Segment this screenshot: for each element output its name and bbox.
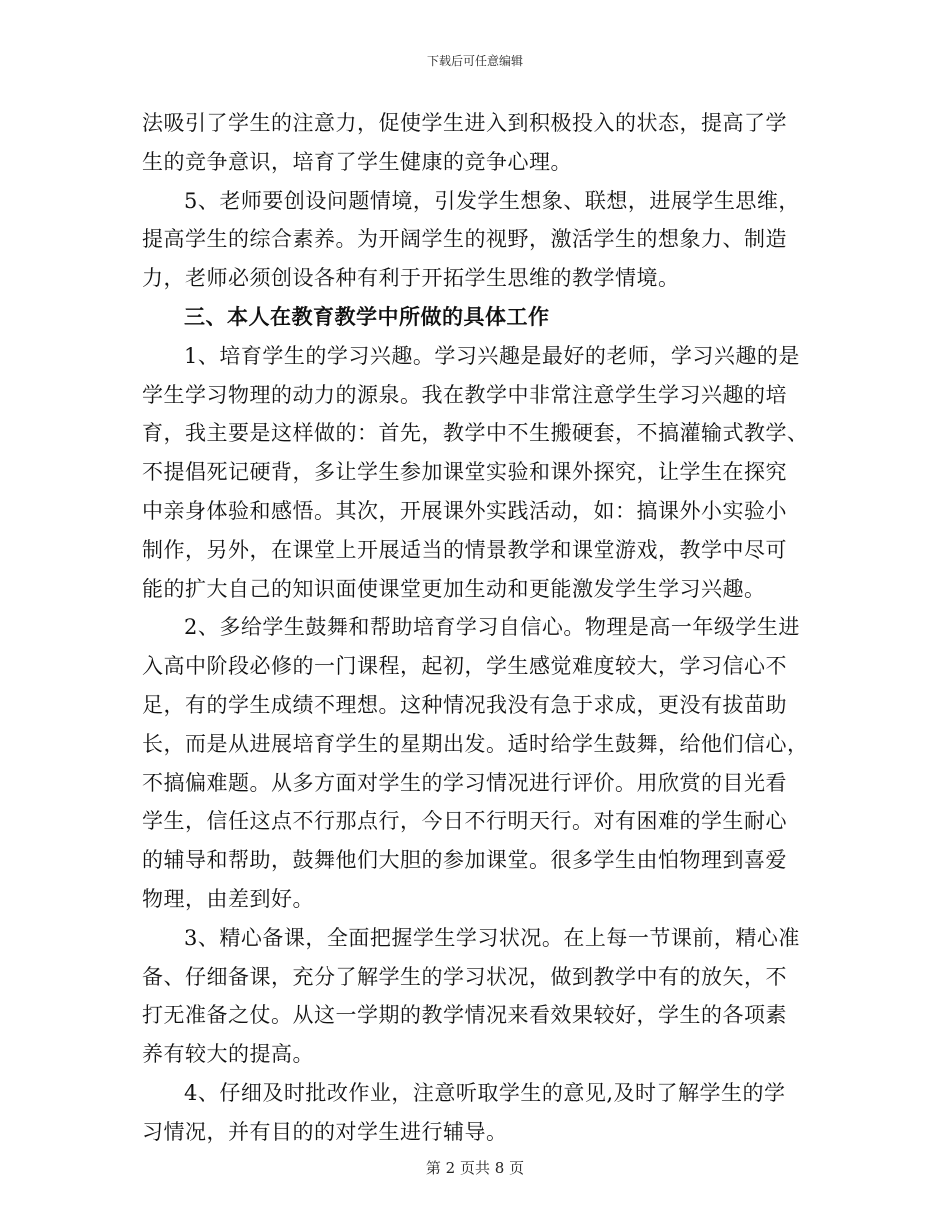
heading-text: 三、本人在教育教学中所做的具体工作 — [184, 303, 550, 329]
paragraph-item-2 — [142, 608, 812, 918]
paragraph-item-5 — [142, 182, 812, 298]
paragraph-item-3 — [142, 919, 812, 1074]
text-line: 提高学生的综合素养。为开阔学生的视野，激活学生的想象力、制造 — [142, 227, 787, 252]
text-line: 不搞偏难题。从多方面对学生的学习情况进行评价。用欣赏的目光看 — [142, 770, 787, 795]
text-line: 3、精心备课，全面把握学生学习状况。在上每一节课前，精心准 — [184, 925, 800, 950]
text-line: 物理，由差到好。 — [142, 886, 314, 911]
page-number: 第 2 页共 8 页 — [425, 1159, 525, 1177]
text-line: 学生，信任这点不行那点行，今日不行明天行。对有困难的学生耐心 — [142, 809, 787, 834]
document-body — [142, 104, 812, 1152]
text-line: 备、仔细备课，充分了解学生的学习状况，做到教学中有的放矢，不 — [142, 964, 787, 989]
text-line: 5、老师要创设问题情境，引发学生想象、联想，进展学生思维， — [184, 188, 800, 213]
text-line: 不提倡死记硬背，多让学生参加课堂实验和课外探究，让学生在探究 — [142, 460, 787, 485]
text-line: 制作，另外，在课堂上开展适当的情景教学和课堂游戏，教学中尽可 — [142, 537, 787, 562]
text-line: 打无准备之仗。从这一学期的教学情况来看效果较好，学生的各项素 — [142, 1003, 787, 1028]
text-line: 长，而是从进展培育学生的星期出发。适时给学生鼓舞，给他们信心， — [142, 731, 809, 756]
text-line: 2、多给学生鼓舞和帮助培育学习自信心。物理是高一年级学生进 — [184, 615, 800, 640]
text-line: 的辅导和帮助，鼓舞他们大胆的参加课堂。很多学生由怕物理到喜爱 — [142, 848, 787, 873]
text-line: 力，老师必须创设各种有利于开拓学生思维的教学情境。 — [142, 266, 680, 291]
text-line: 法吸引了学生的注意力，促使学生进入到积极投入的状态，提高了学 — [142, 111, 787, 135]
text-line: 生的竞争意识，培育了学生健康的竞争心理。 — [142, 149, 572, 174]
text-line: 4、仔细及时批改作业，注意听取学生的意见,及时了解学生的学 — [184, 1080, 786, 1105]
page-header: 下载后可任意编辑 — [426, 54, 523, 68]
text-line: 1、培育学生的学习兴趣。学习兴趣是最好的老师，学习兴趣的是 — [184, 343, 800, 368]
text-line: 中亲身体验和感悟。其次，开展课外实践活动，如：搞课外小实验小 — [142, 498, 787, 523]
paragraph-item-1 — [142, 337, 812, 609]
text-line: 养有较大的提高。 — [142, 1042, 314, 1067]
section-heading — [142, 298, 812, 337]
text-line: 习情况，并有目的的对学生进行辅导。 — [142, 1119, 508, 1144]
text-line: 足，有的学生成绩不理想。这种情况我没有急于求成，更没有拔苗助 — [142, 692, 787, 717]
paragraph-continuation — [142, 104, 812, 182]
text-line: 育，我主要是这样做的：首先，教学中不生搬硬套，不搞灌输式教学、 — [142, 421, 809, 446]
text-line: 能的扩大自己的知识面使课堂更加生动和更能激发学生学习兴趣。 — [142, 576, 766, 601]
text-line: 入高中阶段必修的一门课程，起初，学生感觉难度较大，学习信心不 — [142, 654, 787, 679]
text-line: 学生学习物理的动力的源泉。我在教学中非常注意学生学习兴趣的培 — [142, 382, 787, 407]
paragraph-item-4 — [142, 1074, 812, 1152]
